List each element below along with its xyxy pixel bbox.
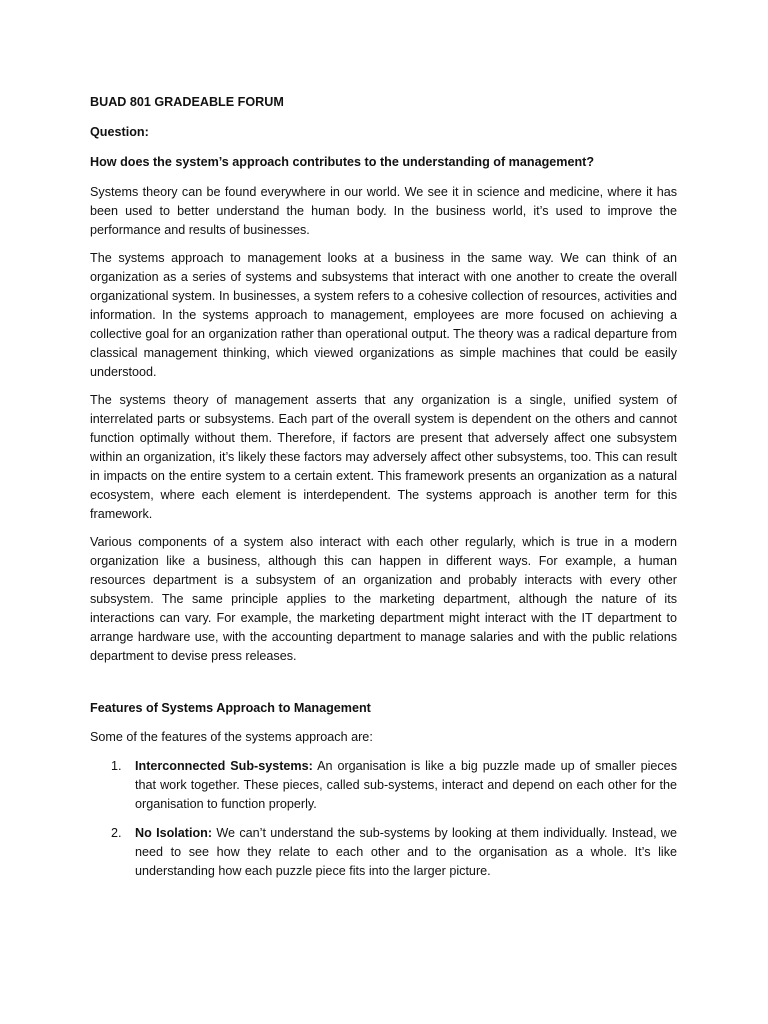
paragraph-2: The systems approach to management looks at a business in the same way. We can think of an organization as a series of systems and subsystems that interact with one another to create the overall organizational system. In businesses, a system refers to a cohesive collection of resources, activities and information. In the systems approach to management, employees are more focused on achieving a collective goal for an organization rather than operational output. The theory was a radical departure from classical management thinking, which viewed organizations as simple machines that could be easily understood.: [90, 251, 677, 379]
list-item-term: No Isolation:: [135, 826, 213, 840]
list-item-number: 2.: [111, 826, 122, 840]
document-page: [90, 93, 677, 891]
section-heading: Features of Systems Approach to Management: [90, 701, 371, 715]
question-text: How does the system’s approach contributes to the understanding of management?: [90, 155, 595, 169]
list-item: [90, 824, 677, 881]
paragraph-3: The systems theory of management asserts that any organization is a single, unified system of interrelated parts or subsystems. Each part of the overall system is dependent on the others and cannot function optimally without them. Therefore, if factors are present that adversely affect one subsystem within an organization, it’s likely these factors may adversely affect other subsystems, too. This can result in impacts on the entire system to a certain extent. This framework presents an organization as a natural ecosystem, where each element is interdependent. The systems approach is another term for this framework.: [90, 393, 677, 521]
section-intro: Some of the features of the systems approach are:: [90, 730, 373, 744]
paragraph-1: Systems theory can be found everywhere in our world. We see it in science and medicine, where it has been used to better understand the human body. In the business world, it’s used to improve the performance and results of businesses.: [90, 185, 677, 237]
list-item: [90, 757, 677, 814]
features-list: [90, 757, 677, 881]
paragraph-4: Various components of a system also interact with each other regularly, which is true in a modern organization like a business, although this can happen in different ways. For example, a human resources department is a subsystem of an organization and probably interacts with every other subsystem. The same principle applies to the marketing department, although the nature of its interactions can vary. For example, the marketing department might interact with the IT department to arrange hardware use, with the accounting department to manage salaries and with the public relations department to devise press releases.: [90, 535, 677, 663]
document-title: BUAD 801 GRADEABLE FORUM: [90, 95, 284, 109]
question-label: Question:: [90, 125, 149, 139]
list-item-term: Interconnected Sub-systems:: [135, 759, 313, 773]
list-item-number: 1.: [111, 759, 122, 773]
list-item-text: We can’t understand the sub-systems by looking at them individually. Instead, we need to see how they relate to each other and to the organisation as a whole. It’s like understanding how each puzzle piece fits into the larger picture.: [135, 826, 677, 878]
list-item-text: An organisation is like a big puzzle made up of smaller pieces that work together. These pieces, called sub-systems, interact and depend on each other for the organisation to function properly.: [135, 759, 677, 811]
